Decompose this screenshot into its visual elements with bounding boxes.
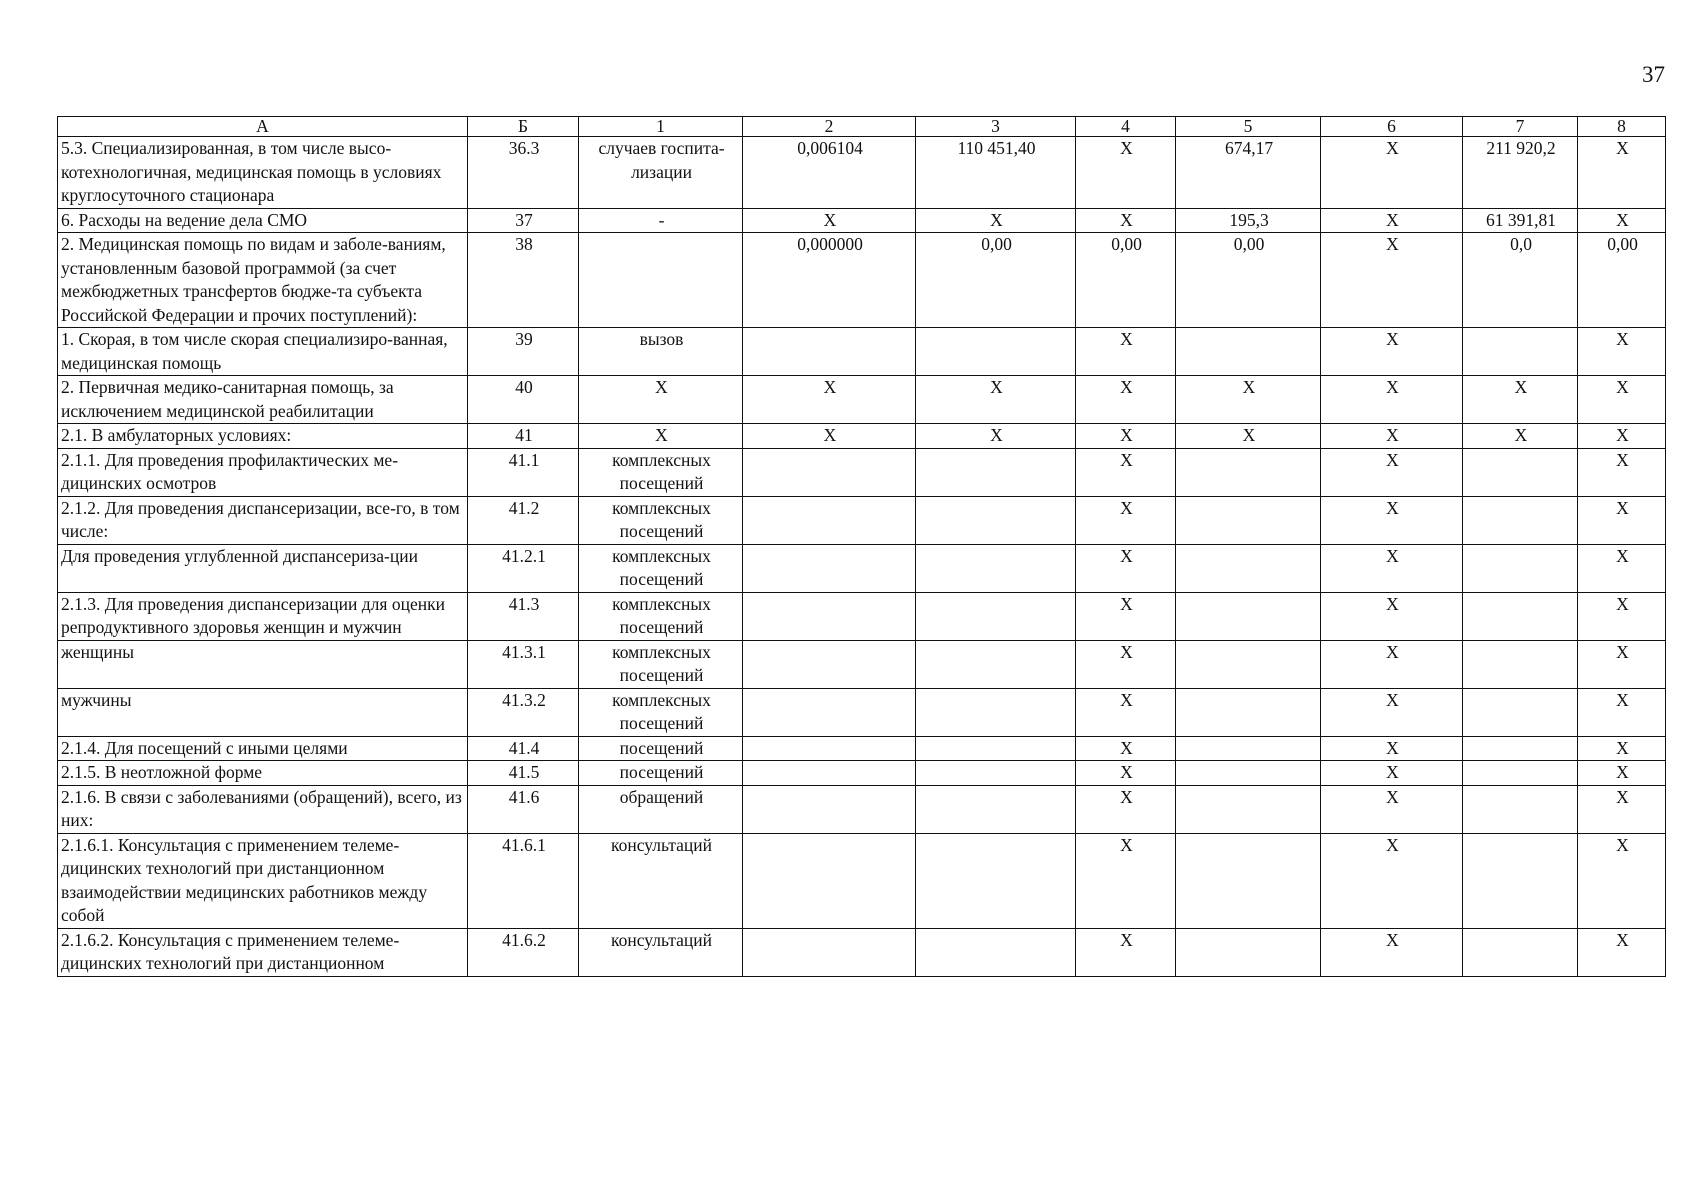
row-code-cell: 41.4 bbox=[468, 736, 579, 761]
table-cell: посещений bbox=[579, 736, 743, 761]
table-cell: Х bbox=[579, 376, 743, 424]
table-cell: Х bbox=[1076, 448, 1176, 496]
table-cell: - bbox=[579, 208, 743, 233]
table-cell bbox=[743, 328, 916, 376]
table-cell bbox=[1176, 785, 1321, 833]
table-cell bbox=[916, 592, 1076, 640]
row-code-cell: 41.2 bbox=[468, 496, 579, 544]
table-cell: Х bbox=[1578, 424, 1666, 449]
table-cell: консультаций bbox=[579, 833, 743, 928]
table-cell bbox=[1176, 736, 1321, 761]
table-cell: Х bbox=[743, 208, 916, 233]
table-cell: вызов bbox=[579, 328, 743, 376]
table-row bbox=[58, 736, 1666, 761]
page-number: 37 bbox=[1642, 62, 1665, 87]
row-name-cell: 2.1. В амбулаторных условиях: bbox=[58, 424, 468, 449]
table-cell: Х bbox=[743, 424, 916, 449]
header-cell: 2 bbox=[743, 117, 916, 137]
table-cell: Х bbox=[1578, 496, 1666, 544]
table-header bbox=[58, 117, 1666, 137]
table-cell: Х bbox=[1076, 736, 1176, 761]
table-cell: Х bbox=[1321, 928, 1463, 976]
table-cell: Х bbox=[1321, 592, 1463, 640]
table-cell bbox=[1176, 544, 1321, 592]
table-cell: 0,00 bbox=[1076, 233, 1176, 328]
table-cell bbox=[743, 544, 916, 592]
row-code-cell: 41.6.2 bbox=[468, 928, 579, 976]
row-code-cell: 41.3.1 bbox=[468, 640, 579, 688]
table-row bbox=[58, 761, 1666, 786]
table-cell bbox=[1176, 448, 1321, 496]
table-cell: Х bbox=[1321, 137, 1463, 209]
table-cell: Х bbox=[1076, 376, 1176, 424]
table-row bbox=[58, 448, 1666, 496]
table-cell bbox=[743, 640, 916, 688]
table-cell: комплексных посещений bbox=[579, 592, 743, 640]
table-cell: Х bbox=[1076, 785, 1176, 833]
table-cell: 0,00 bbox=[1176, 233, 1321, 328]
table-cell: Х bbox=[1578, 833, 1666, 928]
table-cell bbox=[1176, 688, 1321, 736]
row-name-cell: 2.1.4. Для посещений с иными целями bbox=[58, 736, 468, 761]
table-cell bbox=[1463, 448, 1578, 496]
table-cell bbox=[916, 640, 1076, 688]
table-cell: Х bbox=[1463, 376, 1578, 424]
table-cell: Х bbox=[1076, 496, 1176, 544]
table-cell: Х bbox=[916, 424, 1076, 449]
row-name-cell: 2.1.5. В неотложной форме bbox=[58, 761, 468, 786]
table-cell: Х bbox=[1578, 640, 1666, 688]
row-code-cell: 41.6 bbox=[468, 785, 579, 833]
table-cell bbox=[1176, 592, 1321, 640]
table-cell: 61 391,81 bbox=[1463, 208, 1578, 233]
header-row bbox=[58, 117, 1666, 137]
table-cell bbox=[1463, 833, 1578, 928]
table-cell: Х bbox=[1321, 785, 1463, 833]
data-table bbox=[57, 116, 1666, 977]
table-cell: Х bbox=[1076, 328, 1176, 376]
table-cell: Х bbox=[743, 376, 916, 424]
header-cell: 5 bbox=[1176, 117, 1321, 137]
row-name-cell: 2.1.1. Для проведения профилактических ме-дицинских осмотров bbox=[58, 448, 468, 496]
table-cell bbox=[1176, 833, 1321, 928]
table-row bbox=[58, 640, 1666, 688]
table-cell: Х bbox=[1578, 448, 1666, 496]
table-cell bbox=[916, 833, 1076, 928]
table-cell: Х bbox=[1321, 688, 1463, 736]
table-cell: Х bbox=[1321, 208, 1463, 233]
table-row bbox=[58, 688, 1666, 736]
table-cell bbox=[1463, 328, 1578, 376]
table-cell: Х bbox=[1076, 544, 1176, 592]
table-cell: Х bbox=[1076, 424, 1176, 449]
table-cell bbox=[743, 761, 916, 786]
table-cell: консультаций bbox=[579, 928, 743, 976]
table-cell: Х bbox=[1578, 688, 1666, 736]
row-name-cell: женщины bbox=[58, 640, 468, 688]
table-cell bbox=[916, 761, 1076, 786]
table-cell bbox=[1463, 640, 1578, 688]
table-cell bbox=[1176, 496, 1321, 544]
table-row bbox=[58, 328, 1666, 376]
table-row bbox=[58, 928, 1666, 976]
table-cell: 0,000000 bbox=[743, 233, 916, 328]
table-cell: Х bbox=[1578, 137, 1666, 209]
table-cell: Х bbox=[1321, 328, 1463, 376]
table-cell: 674,17 bbox=[1176, 137, 1321, 209]
table-row bbox=[58, 592, 1666, 640]
table-cell: Х bbox=[1578, 785, 1666, 833]
table-cell bbox=[916, 928, 1076, 976]
table-cell: Х bbox=[916, 208, 1076, 233]
table-cell: комплексных посещений bbox=[579, 448, 743, 496]
table-cell: случаев госпита-лизации bbox=[579, 137, 743, 209]
table-cell: Х bbox=[579, 424, 743, 449]
table-row bbox=[58, 208, 1666, 233]
table-cell: Х bbox=[1321, 233, 1463, 328]
table-cell bbox=[1463, 544, 1578, 592]
table-cell: обращений bbox=[579, 785, 743, 833]
table-cell: комплексных посещений bbox=[579, 544, 743, 592]
row-code-cell: 36.3 bbox=[468, 137, 579, 209]
table-cell: Х bbox=[1321, 448, 1463, 496]
table-cell bbox=[743, 592, 916, 640]
table-cell: Х bbox=[916, 376, 1076, 424]
table-cell: комплексных посещений bbox=[579, 688, 743, 736]
table-row bbox=[58, 833, 1666, 928]
table-cell: Х bbox=[1321, 736, 1463, 761]
table-cell: Х bbox=[1321, 761, 1463, 786]
table-cell: Х bbox=[1076, 640, 1176, 688]
table-cell bbox=[1176, 761, 1321, 786]
table-cell: Х bbox=[1578, 208, 1666, 233]
row-code-cell: 37 bbox=[468, 208, 579, 233]
header-cell: А bbox=[58, 117, 468, 137]
table-cell: 195,3 bbox=[1176, 208, 1321, 233]
header-cell: 7 bbox=[1463, 117, 1578, 137]
header-cell: Б bbox=[468, 117, 579, 137]
table-cell: 0,00 bbox=[1578, 233, 1666, 328]
table-cell: комплексных посещений bbox=[579, 640, 743, 688]
table-cell: комплексных посещений bbox=[579, 496, 743, 544]
row-code-cell: 41.3 bbox=[468, 592, 579, 640]
table-cell bbox=[1463, 785, 1578, 833]
table-cell: Х bbox=[1076, 137, 1176, 209]
table-cell bbox=[916, 496, 1076, 544]
table-row bbox=[58, 233, 1666, 328]
table-cell: Х bbox=[1321, 544, 1463, 592]
table-cell bbox=[743, 785, 916, 833]
table-cell: Х bbox=[1321, 376, 1463, 424]
table-cell: Х bbox=[1076, 592, 1176, 640]
table-cell bbox=[1463, 592, 1578, 640]
table-cell: Х bbox=[1076, 833, 1176, 928]
row-name-cell: 2. Первичная медико-санитарная помощь, за исключением медицинской реабилитации bbox=[58, 376, 468, 424]
table-cell: Х bbox=[1076, 928, 1176, 976]
table-cell: 211 920,2 bbox=[1463, 137, 1578, 209]
row-name-cell: 2.1.2. Для проведения диспансеризации, все-го, в том числе: bbox=[58, 496, 468, 544]
table-cell: Х bbox=[1578, 928, 1666, 976]
table-cell: Х bbox=[1176, 376, 1321, 424]
table-cell bbox=[916, 544, 1076, 592]
row-code-cell: 41.6.1 bbox=[468, 833, 579, 928]
row-name-cell: 5.3. Специализированная, в том числе высо-котехнологичная, медицинская помощь в условиях круглосуточного стационара bbox=[58, 137, 468, 209]
table-row bbox=[58, 496, 1666, 544]
table-cell: Х bbox=[1321, 424, 1463, 449]
row-name-cell: 2.1.6.2. Консультация с применением телеме-дицинских технологий при дистанционном bbox=[58, 928, 468, 976]
row-name-cell: 2.1.6. В связи с заболеваниями (обращений), всего, из них: bbox=[58, 785, 468, 833]
table-cell: Х bbox=[1076, 761, 1176, 786]
header-cell: 4 bbox=[1076, 117, 1176, 137]
table-cell bbox=[743, 833, 916, 928]
header-cell: 6 bbox=[1321, 117, 1463, 137]
table-row bbox=[58, 544, 1666, 592]
table-cell: Х bbox=[1578, 328, 1666, 376]
table-cell bbox=[1463, 761, 1578, 786]
row-name-cell: мужчины bbox=[58, 688, 468, 736]
table-row bbox=[58, 424, 1666, 449]
table-cell: Х bbox=[1463, 424, 1578, 449]
table-cell bbox=[743, 496, 916, 544]
table-cell: 0,0 bbox=[1463, 233, 1578, 328]
row-name-cell: 1. Скорая, в том числе скорая специализиро-ванная, медицинская помощь bbox=[58, 328, 468, 376]
header-cell: 3 bbox=[916, 117, 1076, 137]
row-code-cell: 41 bbox=[468, 424, 579, 449]
table-cell: Х bbox=[1176, 424, 1321, 449]
row-code-cell: 38 bbox=[468, 233, 579, 328]
table-row bbox=[58, 785, 1666, 833]
table-cell: Х bbox=[1076, 208, 1176, 233]
table-cell bbox=[743, 688, 916, 736]
row-name-cell: 2.1.3. Для проведения диспансеризации для оценки репродуктивного здоровья женщин и мужчин bbox=[58, 592, 468, 640]
table-cell bbox=[916, 736, 1076, 761]
row-name-cell: Для проведения углубленной диспансериза-ции bbox=[58, 544, 468, 592]
table-cell bbox=[1463, 496, 1578, 544]
table-cell: Х bbox=[1578, 376, 1666, 424]
table-cell bbox=[916, 328, 1076, 376]
table-cell: Х bbox=[1321, 833, 1463, 928]
row-code-cell: 41.1 bbox=[468, 448, 579, 496]
row-code-cell: 41.5 bbox=[468, 761, 579, 786]
row-code-cell: 40 bbox=[468, 376, 579, 424]
table-cell: Х bbox=[1321, 640, 1463, 688]
header-cell: 1 bbox=[579, 117, 743, 137]
table-cell bbox=[743, 448, 916, 496]
table-cell: Х bbox=[1578, 592, 1666, 640]
table-cell: Х bbox=[1578, 736, 1666, 761]
row-name-cell: 6. Расходы на ведение дела СМО bbox=[58, 208, 468, 233]
table-cell: посещений bbox=[579, 761, 743, 786]
row-code-cell: 39 bbox=[468, 328, 579, 376]
table-row bbox=[58, 137, 1666, 209]
table-cell bbox=[1463, 736, 1578, 761]
table-cell bbox=[1463, 928, 1578, 976]
table-cell bbox=[916, 785, 1076, 833]
table-cell bbox=[743, 928, 916, 976]
table-cell: Х bbox=[1321, 496, 1463, 544]
table-cell bbox=[1463, 688, 1578, 736]
table-cell bbox=[1176, 328, 1321, 376]
table-cell bbox=[916, 448, 1076, 496]
table-cell: Х bbox=[1578, 761, 1666, 786]
table-cell bbox=[1176, 928, 1321, 976]
row-code-cell: 41.2.1 bbox=[468, 544, 579, 592]
row-name-cell: 2. Медицинская помощь по видам и заболе-ваниям, установленным базовой программой (за счет межбюджетных трансфертов бюдже-та субъекта Российской Федерации и прочих поступлений): bbox=[58, 233, 468, 328]
table-body bbox=[58, 137, 1666, 977]
table-cell: 110 451,40 bbox=[916, 137, 1076, 209]
table-cell bbox=[579, 233, 743, 328]
table-cell: Х bbox=[1578, 544, 1666, 592]
row-code-cell: 41.3.2 bbox=[468, 688, 579, 736]
table-cell bbox=[1176, 640, 1321, 688]
row-name-cell: 2.1.6.1. Консультация с применением телеме-дицинских технологий при дистанционном взаимодействии медицинских работников между собой bbox=[58, 833, 468, 928]
table-cell: Х bbox=[1076, 688, 1176, 736]
table-row bbox=[58, 376, 1666, 424]
table-cell bbox=[743, 736, 916, 761]
header-cell: 8 bbox=[1578, 117, 1666, 137]
table-cell: 0,00 bbox=[916, 233, 1076, 328]
table-cell: 0,006104 bbox=[743, 137, 916, 209]
table-cell bbox=[916, 688, 1076, 736]
